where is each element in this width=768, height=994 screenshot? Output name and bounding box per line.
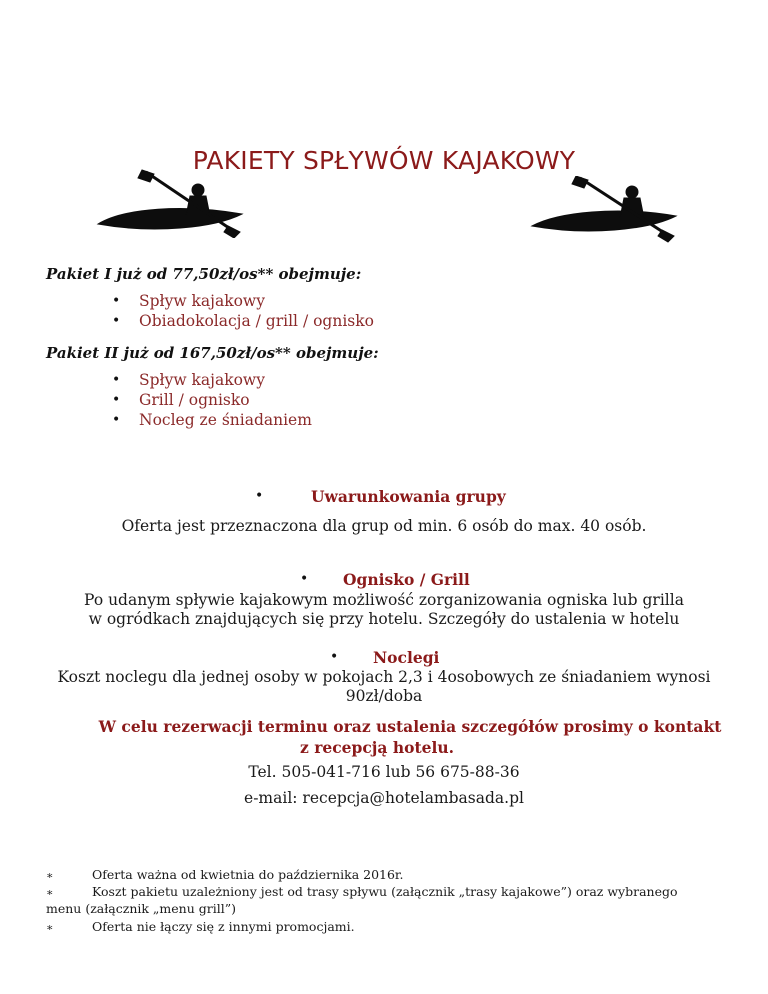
- footnote-marker: ∗: [46, 886, 54, 899]
- footnote-3: Oferta nie łączy się z innymi promocjami.: [92, 919, 355, 934]
- footnote-2-line-1: Koszt pakietu uzależniony jest od trasy spływu (załącznik „trasy kajakowe”) oraz wybranego: [92, 884, 678, 899]
- footnote-2-line-2: menu (załącznik „menu grill”): [46, 901, 236, 916]
- group-text: Oferta jest przeznaczona dla grup od min. 6 osób do max. 40 osób.: [121, 517, 647, 535]
- list-item: • Obiadokolacja / grill / ognisko: [112, 311, 374, 331]
- package-2-items: [112, 370, 312, 430]
- contact-email: e-mail: recepcja@hotelambasada.pl: [244, 789, 524, 807]
- bullet-icon: •: [330, 649, 339, 665]
- footnote-marker: ∗: [46, 921, 54, 934]
- lodging-text-line-1: Koszt noclegu dla jednej osoby w pokojach 2,3 i 4osobowych ze śniadaniem wynosi: [57, 668, 711, 686]
- grill-text-line-1: Po udanym spływie kajakowym możliwość zorganizowania ogniska lub grilla: [84, 591, 684, 609]
- list-item: • Grill / ognisko: [112, 390, 312, 410]
- lodging-text-line-2: 90zł/doba: [345, 687, 423, 705]
- list-item: • Spływ kajakowy: [112, 370, 312, 390]
- footnote-marker: ∗: [46, 869, 54, 882]
- contact-line-1: W celu rezerwacji terminu oraz ustalenia szczegółów prosimy o kontakt: [98, 717, 722, 736]
- bullet-icon: •: [255, 488, 264, 504]
- bullet-icon: •: [300, 571, 309, 587]
- list-item: • Nocleg ze śniadaniem: [112, 410, 312, 430]
- contact-phone: Tel. 505-041-716 lub 56 675-88-36: [248, 763, 520, 781]
- package-1-items: [112, 291, 374, 331]
- package-1-heading: Pakiet I już od 77,50zł/os** obejmuje:: [46, 265, 362, 283]
- lodging-heading: Noclegi: [373, 648, 440, 667]
- page-title: PAKIETY SPŁYWÓW KAJAKOWY: [192, 146, 576, 175]
- kayak-icon: [94, 168, 244, 238]
- package-2-heading: Pakiet II już od 167,50zł/os** obejmuje:: [46, 344, 379, 362]
- grill-heading: Ognisko / Grill: [343, 570, 470, 589]
- kayak-icon: [528, 176, 678, 246]
- list-item: • Spływ kajakowy: [112, 291, 374, 311]
- grill-text-line-2: w ogródkach znajdujących się przy hotelu. Szczegóły do ustalenia w hotelu: [88, 610, 680, 628]
- contact-line-2: z recepcją hotelu.: [300, 738, 455, 757]
- footnote-1: Oferta ważna od kwietnia do października 2016r.: [92, 867, 404, 882]
- group-heading: Uwarunkowania grupy: [311, 487, 506, 506]
